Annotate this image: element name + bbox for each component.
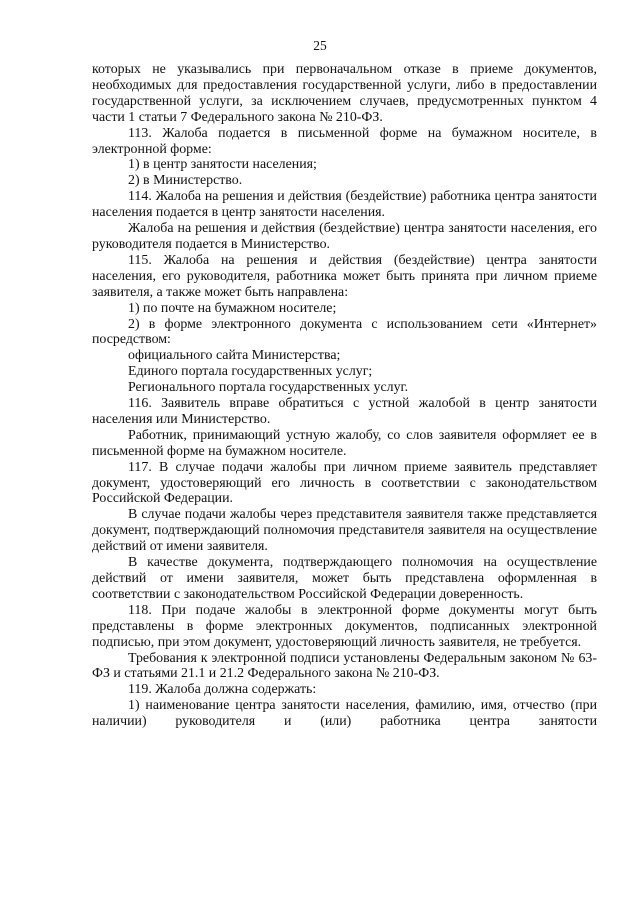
paragraph: В случае подачи жалобы через представителя заявителя также представляется документ, подтверждающий полномочия представителя заявителя на осуществление действий от имени заявителя. [92, 507, 597, 555]
list-subitem: Регионального портала государственных услуг. [128, 380, 409, 396]
list-subitem: Единого портала государственных услуг; [128, 364, 373, 380]
paragraph-117: 117. В случае подачи жалобы при личном приеме заявитель представляет документ, удостоверяющий его личность в соответствии с законодательством Российской Федерации. [92, 459, 597, 507]
list-item: 1) в центр занятости населения; [128, 157, 317, 173]
paragraph: В качестве документа, подтверждающего полномочия на осуществление действий от имени заявителя, может быть представлена оформленная в соответствии с законодательством Российской Федерации доверенность. [92, 555, 597, 602]
paragraph-continuation: которых не указывались при первоначальном отказе в приеме документов, необходимых для предоставления государственной услуги, либо в предоставлении государственной услуги, за исключением случаев, предусмотренных пунктом 4 части 1 статьи 7 Федерального закона № 210-ФЗ. [92, 62, 597, 125]
paragraph-119: 119. Жалоба должна содержать: [128, 682, 317, 698]
paragraph-118: 118. При подаче жалобы в электронной форме документы могут быть представлены в форме электронных документов, подписанных электронной подписью, при этом документ, удостоверяющий личность заявителя, не требуется. [92, 602, 597, 650]
list-item: 1) наименование центра занятости населения, фамилию, имя, отчество (при наличии) руководителя и (или) работника центра занятости [92, 698, 597, 730]
list-item: 1) по почте на бумажном носителе; [128, 300, 337, 316]
paragraph: Работник, принимающий устную жалобу, со слов заявителя оформляет ее в письменной форме на бумажном носителе. [92, 427, 597, 459]
paragraph-113: 113. Жалоба подается в письменной форме на бумажном носителе, в электронной форме: [92, 125, 597, 157]
paragraph-115: 115. Жалоба на решения и действия (бездействие) центра занятости населения, его руководителя, работника может быть принята при личном приеме заявителя, а также может быть направлена: [92, 252, 597, 300]
paragraph: Жалоба на решения и действия (бездействие) центра занятости населения, его руководителя подается в Министерство. [92, 221, 597, 252]
list-item: 2) в форме электронного документа с использованием сети «Интернет» посредством: [92, 316, 597, 348]
paragraph-114: 114. Жалоба на решения и действия (бездействие) работника центра занятости населения подается в центр занятости населения. [92, 189, 597, 221]
list-item: 2) в Министерство. [128, 173, 243, 189]
paragraph: Требования к электронной подписи установлены Федеральным законом № 63-ФЗ и статьями 21.1 и 21.2 Федерального закона № 210-ФЗ. [92, 650, 597, 682]
paragraph-116: 116. Заявитель вправе обратиться с устной жалобой в центр занятости населения или Министерство. [92, 396, 597, 427]
page-number: 25 [313, 38, 327, 53]
document-body [92, 62, 597, 730]
list-subitem: официального сайта Министерства; [128, 348, 341, 364]
